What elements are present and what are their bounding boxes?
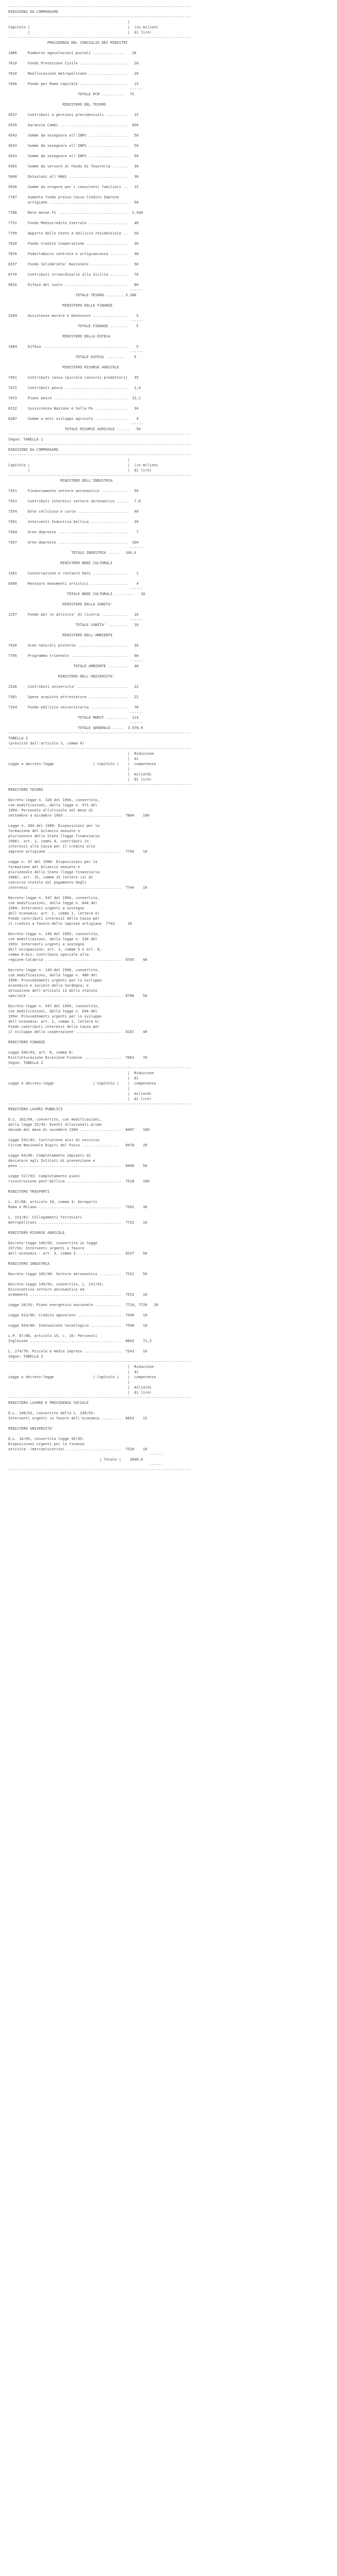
text-line <box>8 236 337 241</box>
text-line <box>8 998 337 1004</box>
text-line: Legge o decreto-legge | Capitolo | | competenza <box>8 1375 156 1379</box>
text-line: | miliardi <box>8 772 152 776</box>
text-line: ------ <box>8 1452 163 1456</box>
text-line: D.L. 16/95, convertito legge 95/95: <box>8 1437 85 1441</box>
text-line: comma 6-bis: Contributo speciale alla <box>8 953 89 957</box>
text-line <box>8 128 337 133</box>
text-line <box>8 1184 337 1189</box>
text-line: Decreto-legge 149/93, convertito in legge <box>8 1241 97 1245</box>
text-line <box>8 514 337 519</box>
text-line: Legge 513/96: Credito agevolato .................... 7546 10 <box>8 1313 147 1317</box>
text-line <box>8 148 337 154</box>
text-line: | di lire) <box>8 777 152 782</box>
text-line: Capitolo | | (in milioni <box>8 463 158 467</box>
text-line <box>8 205 337 210</box>
text-line: | Riduzione <box>8 1071 154 1075</box>
text-line <box>8 1035 337 1040</box>
text-line: Segue: TABELLA 2 <box>8 1354 43 1359</box>
text-line: con modificazioni, dalla legge n. 480 del <box>8 973 97 977</box>
text-line: concorso statale nel pagamento degli <box>8 880 87 885</box>
text-line: Decreto-legge n. 547 del 1994, convertito, <box>8 1004 100 1008</box>
text-line: regione Calabria ................................... 8765 40 <box>8 958 147 962</box>
text-line <box>8 607 337 612</box>
text-line <box>8 483 337 488</box>
text-line: Decreto-legge 149/93, convertito, L. 237/93: <box>8 1282 104 1286</box>
text-line: | di <box>8 1076 139 1080</box>
text-line: 2538 Contributi universita' ....................... 22 <box>8 685 139 689</box>
text-line: ------------------------------------------------------------------------------------ <box>8 1360 191 1364</box>
text-line: MINISTERO UNIVERSITA' <box>8 1427 54 1431</box>
text-line: Segue: TABELLA 1 <box>8 437 43 442</box>
text-line: MINISTERO DELL'INDUSTRIA <box>8 479 113 483</box>
text-line: Decreto-legge 165/96: Settore aeronautico .......... 7551 50 <box>8 1272 147 1276</box>
text-line <box>8 926 337 931</box>
text-line: speciale ........................................... 8766 50 <box>8 994 147 998</box>
text-line: decade del mese di novembre 1994 ................... 8487 100 <box>8 1128 149 1132</box>
text-line: Legge o decreto-legge | Capitolo | | competenza <box>8 1081 156 1086</box>
text-line <box>8 1235 337 1241</box>
text-line <box>8 1194 337 1199</box>
text-line <box>8 411 337 416</box>
text-line: 7551 Finanziamento settore aeronautico ............ 50 <box>8 489 139 493</box>
text-line: deviatore agli Istituti di prevenzione e <box>8 1159 95 1163</box>
text-line <box>8 535 337 540</box>
text-line: con modificazioni, dalla legge n. 471 del <box>8 803 97 807</box>
text-line <box>8 308 337 313</box>
text-line: ------ <box>8 721 143 725</box>
text-line: Decreto-legge n. 328 del 1994, convertito, <box>8 798 100 802</box>
text-line: RIDUZIONI DA COMPENSARE <box>8 448 58 452</box>
text-line: 237/93: Interventi urgenti a favore <box>8 1246 85 1250</box>
text-line: Circum Nazionale Digiti del Fusco ................. 8478 20 <box>8 1143 147 1147</box>
text-line: | <box>8 20 130 24</box>
text-line: MINISTERO RISORSE AGRICOLE <box>8 365 119 369</box>
text-line: Ristrutturazione Direzione Finanze ................. 7663 70 <box>8 1056 147 1060</box>
text-line: formazione del bilancio annuale e <box>8 865 80 869</box>
text-line: ------------------------------------------------------------------------------------ <box>8 1468 191 1472</box>
text-line: MINISTERO DELLA SANITA' <box>8 602 113 606</box>
text-line <box>8 401 337 406</box>
text-line <box>8 597 337 602</box>
text-line: ------------------------------------------------------------------------------------ <box>8 36 191 40</box>
text-line: 7553 Contributi interessi settore aeronautico ..... 7,6 <box>8 499 141 503</box>
text-line: MINISTERO LAVORI PUBBLICI <box>8 1107 63 1111</box>
text-line <box>8 1328 337 1333</box>
text-line: dell'occupazione: art. 3, comma 5 e art. 8, <box>8 947 102 952</box>
text-line: Disposizioni urgenti per la finanza <box>8 1442 85 1446</box>
text-line: | <box>8 1380 130 1384</box>
text-line: 7610 Fondo Protezione Civile ...................... 20 <box>8 61 139 65</box>
text-line <box>8 494 337 499</box>
text-line: Segue: TABELLA 2 <box>8 1061 43 1065</box>
text-line: con modificazioni, dalla legge n. 644 del <box>8 1009 97 1013</box>
text-line: 7787 Aumento fondo presso Cassa Credito Imprese <box>8 195 119 199</box>
text-line: Fondo contributi interessi della Cassa per <box>8 1025 100 1029</box>
text-line: 7788 Rete metan FS ................................ 1.940 <box>8 211 143 215</box>
text-line: ------ <box>8 87 143 91</box>
text-line: 7501 Interventi Industria bellica ................. 20 <box>8 520 139 524</box>
text-line <box>8 962 337 968</box>
text-line: armamento .......................................... 7553 10 <box>8 1293 147 1297</box>
text-line <box>8 555 337 561</box>
text-line <box>8 179 337 184</box>
text-line: 7473 Piano pesce .................................. 13,1 <box>8 396 141 400</box>
text-line: TOTALE BENI CULTURALI ......... 10 <box>8 592 145 596</box>
text-line: MINISTERO FINANZE <box>8 1040 45 1044</box>
text-line: 7472 Contributi pesca ............................. 1,4 <box>8 386 141 390</box>
text-line: pluriennale dello Stato (legge finanziaria <box>8 834 100 838</box>
text-line <box>8 159 337 164</box>
text-line <box>8 792 337 798</box>
text-line: 1086 Rimborso agevolazioni postali ............... 20 <box>8 51 137 55</box>
text-line: ------------------------------------------------------------------------------------ <box>8 747 191 751</box>
text-line: ------------------------------------------------------------------------------------ <box>8 783 191 787</box>
text-line: Decreto-legge n. 149 del 1993, convertito, <box>8 932 100 936</box>
text-line: | di lire) <box>8 1391 152 1395</box>
text-line: 8157 Fondo Solidarieta' Nazionale ................. 50 <box>8 262 139 266</box>
text-line: 7610 Reallocazione metropolitane .................. 20 <box>8 72 139 76</box>
text-line: TOTALE INDUSTRIA ..... 104,6 <box>8 551 137 555</box>
text-line: dell'economia: art. 1, comma 1, lettera e) <box>8 911 100 916</box>
text-line <box>8 267 337 272</box>
text-line <box>8 576 337 581</box>
text-line: (previste dall'articolo 3, comma 4) <box>8 741 85 745</box>
text-line: TOTALE TESORO ........ 3.380 <box>8 293 137 297</box>
text-line <box>8 169 337 174</box>
text-line <box>8 226 337 231</box>
text-line: MINISTERO DELLE FINANZE <box>8 303 113 308</box>
text-line: RIDUZIONI DA COMPENSARE <box>8 10 58 14</box>
text-line: Legge 934/86: Innovazione tecnologica .............. 7546 10 <box>8 1324 147 1328</box>
text-line: Decreto-legge n. 149 del 1996, convertito, <box>8 968 100 972</box>
text-line: 7751 Fondo Mediocredito Centrale .................. 40 <box>8 221 139 225</box>
text-line: 7564 Aree depresse ................................ 7 <box>8 530 139 534</box>
text-line: pluriennale dello Stato (legge finanziaria <box>8 870 100 874</box>
text-line <box>8 45 337 50</box>
text-line <box>8 190 337 195</box>
text-line: 1990), art. 1, commi 4, contributi in <box>8 839 89 843</box>
text-line: attuazione dell'articolo 13 dello statuto <box>8 989 97 993</box>
text-line: 7640 Fondo per Roma Capitale ...................... 15 <box>8 82 139 86</box>
text-line: | <box>8 1087 130 1091</box>
text-line <box>8 1132 337 1138</box>
text-line: | | di lire) <box>8 468 152 472</box>
text-line: ------------------------------------------------------------------------------------ <box>8 432 191 436</box>
text-line: Legge n. 504 del 1989: Disposizioni per la <box>8 824 100 828</box>
text-line: ------ <box>8 422 143 426</box>
text-line: artigiane .................................... 50 <box>8 200 139 205</box>
text-line <box>8 360 337 365</box>
text-line: ------------------------------------------------------------------------------------ <box>8 731 191 735</box>
text-line <box>8 818 337 823</box>
text-line: ------ <box>8 319 143 323</box>
text-line: interessi alla Cassa per il credito alle <box>8 844 95 849</box>
text-line <box>8 638 337 643</box>
text-line: 7870 Federtabacco centrale e artigiancassa ........ 40 <box>8 252 139 256</box>
text-line: ------------------------------------------------------------------------------------ <box>8 1396 191 1400</box>
text-line: 5040 Dotazioni all'ANAS ........................... 30 <box>8 175 139 179</box>
text-line <box>8 380 337 385</box>
text-line: ------------------------------------------------------------------------------------ <box>8 443 191 447</box>
text-line: Legge 10/91: Piano energetico nazionale ............ 7710, 7720 20 <box>8 1303 158 1307</box>
text-line: MINISTERO DELL'AMBIENTE <box>8 633 113 637</box>
text-line: Legge n. 47 del 1988: Disposizioni per la <box>8 860 97 864</box>
text-line: 4543 Somme da assegnare all'INPS .................. 50 <box>8 144 139 148</box>
text-line: 7554 Ente cellulosa e carta ....................... 40 <box>8 510 139 514</box>
text-line <box>8 1405 337 1411</box>
text-line <box>8 1225 337 1230</box>
text-line: dell'economia : art. 3, comma 3 .................... 8157 50 <box>8 1251 147 1256</box>
text-line: TABELLA 2 <box>8 736 28 740</box>
text-line: ------ <box>8 288 143 292</box>
text-line: MINISTERO TESORO <box>8 788 43 792</box>
text-line <box>8 1045 337 1050</box>
text-line: 7451 Contributi cassa (piccola concorsi produttori) 35 <box>8 376 139 380</box>
text-line: ------------------------------------------------------------------------------------ <box>8 453 191 457</box>
text-line: Legge 531/82: Costruzione assi di servizio <box>8 1138 100 1142</box>
text-line: Disincentivo settore aeronautico ed <box>8 1287 85 1292</box>
text-line: pena ............................................... 8406 50 <box>8 1164 147 1168</box>
text-line <box>8 689 337 694</box>
text-line: TOTALE RISORSE AGRICOLE ...... 54 <box>8 427 141 431</box>
text-line <box>8 1297 337 1302</box>
text-line <box>8 76 337 81</box>
text-line: ------ <box>8 618 143 622</box>
text-line: TOTALE GENERALE ..... 3.978,9 <box>8 726 143 730</box>
text-line: 1996: Provvedimenti urgenti per lo sviluppo <box>8 978 102 982</box>
text-line: 1084 Difesa ....................................... 5 <box>8 345 139 349</box>
text-line: | <box>8 458 130 462</box>
text-line: D.L. 148/93, convertito dalla L. 236/93: <box>8 1411 95 1415</box>
text-line: MINISTERO DEL TESORO <box>8 103 106 107</box>
text-line: | di lire) <box>8 1097 152 1101</box>
text-line: 1994: Provvedimenti urgenti per lo sviluppo <box>8 1014 102 1019</box>
text-line: MINISTERO DELLA DIFESA <box>8 334 111 338</box>
text-line <box>8 107 337 112</box>
text-line: | di <box>8 1370 139 1374</box>
text-line: | miliardi <box>8 1092 152 1096</box>
text-line: 1257 Fondo per le attivita' di ricerca ............ 10 <box>8 613 139 617</box>
text-line: ------ <box>8 710 143 715</box>
text-line: 3294 Assistenza morale e benessere ................ 5 <box>8 314 139 318</box>
text-line: dalla legge 25/93: Eventi alluvionali prima <box>8 1123 102 1127</box>
text-line: | di <box>8 757 139 761</box>
text-line: MINISTERO DELL'UNIVERSITA' <box>8 674 115 679</box>
text-line: 7828 Fondo Credito Cooperazione ................... 30 <box>8 242 139 246</box>
text-line: ------ <box>8 1463 163 1467</box>
text-line: dell'economia: art. 1, comma 1, lettera k) <box>8 1020 100 1024</box>
text-line <box>8 1256 337 1261</box>
text-line <box>8 1168 337 1174</box>
text-line <box>8 97 337 102</box>
text-line <box>8 648 337 653</box>
text-line: | Riduzione <box>8 1365 154 1369</box>
text-line: MINISTERO BENI CULTURALI <box>8 561 113 565</box>
text-line: TOTALE MURST .......... 114 <box>8 716 139 720</box>
text-line: TOTALE FINANZE ........ 5 <box>8 324 139 328</box>
text-line: ------------------------------------------------------------------------------------ <box>8 5 191 9</box>
text-line: TOTALE AMBIENTE ......... 40 <box>8 664 139 668</box>
text-line <box>8 1421 337 1426</box>
text-line <box>8 138 337 143</box>
text-line: 4543 Somme da assegnare all'INPS .................. 50 <box>8 154 139 158</box>
text-line: Interventi urgenti in favore dell'economia ......... 8652 15 <box>8 1416 147 1420</box>
text-line: 7324 Fondo edilizia universitaria ................. 70 <box>8 705 139 709</box>
text-line <box>8 669 337 674</box>
text-line: MINISTERO RISORSE AGRICOLE <box>8 1231 65 1235</box>
text-line <box>8 117 337 123</box>
text-line: 7420 Aree naturali protette ....................... 30 <box>8 643 139 648</box>
text-line <box>8 1266 337 1272</box>
text-line: 5926 Somme da erogare per i consulenti familiari .. 15 <box>8 185 139 189</box>
text-line: Legge 517/93: Completamento piani <box>8 1174 80 1178</box>
text-line <box>8 700 337 705</box>
text-line: Decreto-legge n. 547 del 1994, convertito, <box>8 896 100 900</box>
text-line: Capitolo | | (in milioni <box>8 25 158 29</box>
text-line <box>8 1112 337 1117</box>
text-line <box>8 1318 337 1323</box>
text-line: Legge o decreto-legge | Capitolo | | competenza <box>8 762 156 766</box>
text-line <box>8 66 337 71</box>
text-line <box>8 628 337 633</box>
text-line <box>8 1431 337 1436</box>
text-line: ------------------------------------------------------------------------------------ <box>8 15 191 19</box>
text-line: Inglesine .......................................... 8843 71,3 <box>8 1339 152 1343</box>
text-line: con modificazioni, dalla legge n. 236 del <box>8 937 97 941</box>
text-line: il sviluppo della cooperazione ..................... 8167 40 <box>8 1030 147 1034</box>
text-line <box>8 391 337 396</box>
text-line <box>8 679 337 684</box>
text-line: L.P. 67/88, articolo 15, c. 16: Personali <box>8 1334 97 1338</box>
text-line: imprese artigiane .................................. 7743 10 <box>8 850 147 854</box>
text-line: TOTALE DIFESA ......... 5 <box>8 355 137 359</box>
text-line: 1993: Interventi urgenti a sostegno <box>8 942 85 946</box>
text-line: 8287 Somme a enti sviluppo agricolo ............... 4 <box>8 417 139 421</box>
text-line <box>8 56 337 61</box>
text-line: 7799 Apporto dello Stato a edilizia residenziale .. 50 <box>8 231 139 235</box>
text-line: con modificazioni, dalla legge n. 644 del <box>8 901 97 905</box>
text-line: ricostruzione post-bellica ......................... 7518 100 <box>8 1179 149 1183</box>
text-line: 1988), art. 15, comma 15 lettera (a) di <box>8 875 93 879</box>
text-line: Fondo contributi interessi della Cassa per <box>8 917 100 921</box>
text-line <box>8 339 337 344</box>
text-line <box>8 524 337 530</box>
text-line: PRESIDENZA DEL CONSIGLIO DEI MINISTRI <box>8 41 128 45</box>
text-line: | Totale | 3040,6 <box>8 1458 143 1462</box>
text-line: 9010 Difesa del suolo ............................. 80 <box>8 283 139 287</box>
text-line: L. 67/88, articolo 19, comma 3: Aeroporti <box>8 1200 97 1204</box>
text-line: 7301 Spese acquisto attrezzature .................. 22 <box>8 695 139 699</box>
text-line: attivita' (marconiviotrie) ......................... 7520 10 <box>8 1447 147 1451</box>
text-line: MINISTERO TRASPORTI <box>8 1190 50 1194</box>
text-line: 1994: Personale allultinale nel mese di <box>8 808 93 812</box>
text-line: Roma e Milano ...................................... 7501 30 <box>8 1205 147 1209</box>
text-line <box>8 504 337 509</box>
text-line <box>8 277 337 282</box>
text-line: MINISTERO INDUSTRIA <box>8 1262 50 1266</box>
text-line: ------ <box>8 587 143 591</box>
text-line <box>8 1277 337 1282</box>
text-line <box>8 370 337 375</box>
text-line <box>8 215 337 221</box>
text-line <box>8 1210 337 1215</box>
text-line: D.L. 181/94, convertito, con modificazioni, <box>8 1117 102 1122</box>
text-line: 4537 Contributi a gestioni previdenziali .......... 15 <box>8 113 139 117</box>
text-line <box>8 1344 337 1349</box>
text-line: | <box>8 767 130 771</box>
text-line <box>8 246 337 251</box>
text-line: Legge 64/86: Completamento impianti di <box>8 1154 91 1158</box>
text-line: 7705 Programma triennale .......................... 40 <box>8 654 139 658</box>
text-line <box>8 854 337 859</box>
text-line: 4543 Somme da assegnare all'INPS .................. 50 <box>8 133 139 138</box>
text-line: MINISTERO LAVORO E PREVIDENZA SOCIALE <box>8 1401 89 1405</box>
text-line <box>8 890 337 895</box>
text-line: 8770 Contributi straordinario alla Sicilia ........ 70 <box>8 273 139 277</box>
text-line: interessi .......................................... 7744 10 <box>8 886 147 890</box>
text-line: TOTALE PCM .......... 75 <box>8 92 134 96</box>
text-line: il credito a favore delle imprese artigiane 7743 20 <box>8 922 132 926</box>
text-line: 8300 Restauro monumenti artistici ................. 4 <box>8 582 139 586</box>
text-line: TOTALE SANITA' ......... 10 <box>8 623 139 627</box>
text-line: | miliardi <box>8 1385 152 1389</box>
text-line: 1581 Conservazione e restauro beni ................ 1 <box>8 571 139 575</box>
text-line <box>8 1148 337 1153</box>
text-line: ------ <box>8 659 143 663</box>
text-line: ------------------------------------------------------------------------------------ <box>8 1066 191 1070</box>
text-line: | | di lire) <box>8 30 152 35</box>
text-line: 1994: Interventi urgenti a sostegno <box>8 906 85 910</box>
text-line: ------ <box>8 350 143 354</box>
text-line: economico e sociale della Sardegna; e <box>8 984 89 988</box>
text-line <box>8 566 337 571</box>
text-line: 8152 Sussistenza Nazione e Sella Po ............... 34 <box>8 406 139 411</box>
text-line: L. 151/81: Collegamenti ferroviari <box>8 1215 82 1219</box>
text-line <box>8 257 337 262</box>
text-line: metropolitani ...................................... 7722 10 <box>8 1221 147 1225</box>
text-line <box>8 298 337 303</box>
text-line: 4539 Garanzia Cambi ............................... 650 <box>8 123 139 127</box>
text-line: settembre a dicembre 1993 .......................... 7804 100 <box>8 814 149 818</box>
text-line <box>8 329 337 334</box>
text-line: | Riduzione <box>8 752 154 756</box>
text-line: ------------------------------------------------------------------------------------ <box>8 1102 191 1106</box>
text-line: 7567 Aree depresse ................................ 100 <box>8 540 139 545</box>
text-line: L. 274/76: Piccola e media impresa ................. 7543 10 <box>8 1349 147 1353</box>
text-line: formazione del bilancio annuale e <box>8 829 80 833</box>
text-line: Legge 936/93, art. 8, comma 8: <box>8 1050 74 1055</box>
text-line <box>8 1308 337 1313</box>
text-line: ------ <box>8 546 143 550</box>
text-line: ------------------------------------------------------------------------------------ <box>8 473 191 478</box>
text-line: 4565 Somme da versare al Fondo di Tesoreria ....... 30 <box>8 164 139 168</box>
